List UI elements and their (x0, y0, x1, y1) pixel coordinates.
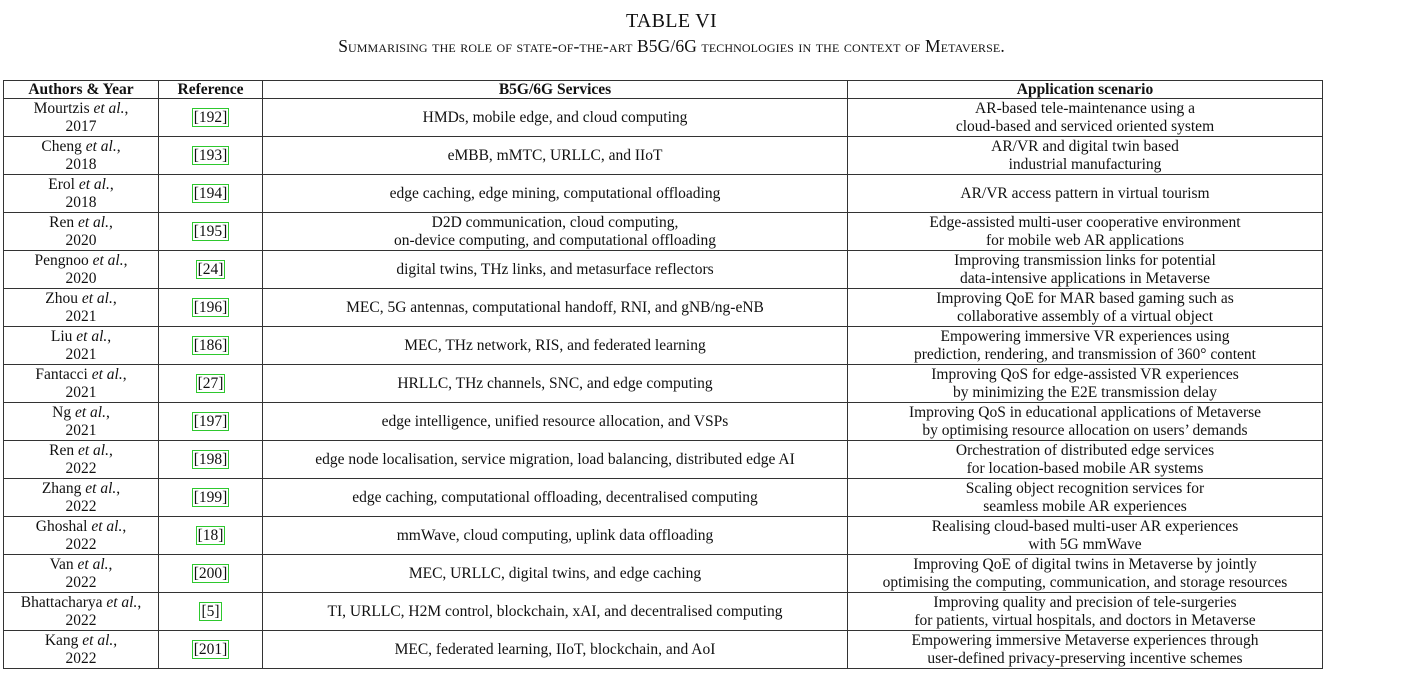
table-row (4, 137, 1323, 175)
services-cell (263, 403, 848, 441)
author-line: Mourtzis et al., (33, 99, 129, 117)
year: 2020 (65, 231, 97, 249)
scenario-line: cloud-based and serviced oriented system (955, 117, 1215, 135)
services-cell (263, 251, 848, 289)
et-al: et al. (77, 213, 109, 231)
year: 2021 (65, 307, 97, 325)
et-al: et al. (91, 365, 123, 383)
reference-cell (159, 555, 263, 593)
scenario-line: Empowering immersive VR experiences using (940, 327, 1230, 345)
table-row (4, 517, 1323, 555)
reference-cell (159, 251, 263, 289)
reference-cell (159, 213, 263, 251)
author-name: Zhang (41, 479, 82, 497)
author-year-cell (4, 251, 159, 289)
citation-link[interactable]: [186] (193, 337, 228, 354)
table-header-row (4, 81, 1323, 99)
reference-cell (159, 631, 263, 669)
author-year-cell (4, 555, 159, 593)
services-line: digital twins, THz links, and metasurface reflectors (396, 260, 714, 278)
year: 2020 (65, 269, 97, 287)
scenario-line: Improving QoS for edge-assisted VR experiences (931, 365, 1239, 383)
table-row (4, 479, 1323, 517)
services-cell (263, 593, 848, 631)
et-al: et al. (78, 175, 110, 193)
scenario-line: by optimising resource allocation on users’ demands (922, 421, 1248, 439)
scenario-line: Improving QoE for MAR based gaming such as (936, 289, 1234, 307)
citation-link[interactable]: [197] (193, 413, 228, 430)
author-year-cell (4, 175, 159, 213)
citation-link[interactable]: [18] (197, 527, 224, 544)
scenario-line: Edge-assisted multi-user cooperative environment (929, 213, 1241, 231)
author-name: Erol (48, 175, 75, 193)
services-line: on-device computing, and computational offloading (393, 231, 717, 249)
citation-link[interactable]: [200] (193, 565, 228, 582)
reference-cell (159, 441, 263, 479)
services-line: TI, URLLC, H2M control, blockchain, xAI, and decentralised computing (327, 602, 783, 620)
year: 2021 (65, 383, 97, 401)
author-year-cell (4, 517, 159, 555)
author-line: Pengnoo et al., (34, 251, 128, 269)
author-line: Ren et al., (49, 213, 113, 231)
scenario-line: Improving QoE of digital twins in Metaverse by jointly (913, 555, 1257, 573)
scenario-line: for location-based mobile AR systems (966, 459, 1204, 477)
author-name: Van (49, 555, 74, 573)
table-body (4, 99, 1323, 669)
table-row (4, 403, 1323, 441)
table-row (4, 99, 1323, 137)
scenario-cell (848, 251, 1323, 289)
author-name: Pengnoo (34, 251, 89, 269)
citation-link[interactable]: [192] (193, 109, 228, 126)
services-cell (263, 517, 848, 555)
scenario-line: AR-based tele-maintenance using a (975, 99, 1195, 117)
scenario-cell (848, 403, 1323, 441)
services-line: MEC, 5G antennas, computational handoff, RNI, and gNB/ng-eNB (346, 298, 764, 316)
scenario-cell (848, 631, 1323, 669)
author-name: Cheng (41, 137, 82, 155)
table-row (4, 175, 1323, 213)
scenario-line: Realising cloud-based multi-user AR experiences (931, 517, 1239, 535)
services-line: HMDs, mobile edge, and cloud computing (422, 108, 688, 126)
services-line: eMBB, mMTC, URLLC, and IIoT (447, 146, 663, 164)
author-year-cell (4, 365, 159, 403)
author-year-cell (4, 441, 159, 479)
scenario-line: for patients, virtual hospitals, and doctors in Metaverse (914, 611, 1256, 629)
scenario-line: Improving QoS in educational applications of Metaverse (908, 403, 1262, 421)
table-row (4, 251, 1323, 289)
reference-cell (159, 327, 263, 365)
scenario-cell (848, 479, 1323, 517)
scenario-line: Orchestration of distributed edge services (955, 441, 1215, 459)
scenario-line: prediction, rendering, and transmission of 360° content (914, 345, 1256, 363)
author-line: Zhang et al., (41, 479, 121, 497)
scenario-cell (848, 175, 1323, 213)
scenario-cell (848, 517, 1323, 555)
author-name: Mourtzis (33, 99, 90, 117)
services-cell (263, 365, 848, 403)
scenario-line: AR/VR and digital twin based (991, 137, 1179, 155)
services-line: edge intelligence, unified resource allocation, and VSPs (381, 412, 729, 430)
author-year-cell (4, 479, 159, 517)
citation-link[interactable]: [24] (197, 261, 224, 278)
citation-link[interactable]: [195] (193, 223, 228, 240)
year: 2022 (65, 497, 97, 515)
services-cell (263, 289, 848, 327)
year: 2021 (65, 421, 97, 439)
table-row (4, 213, 1323, 251)
reference-cell (159, 593, 263, 631)
scenario-line: for mobile web AR applications (985, 231, 1185, 249)
author-year-cell (4, 631, 159, 669)
author-name: Fantacci (35, 365, 88, 383)
author-year-cell (4, 289, 159, 327)
reference-cell (159, 289, 263, 327)
services-line: MEC, THz network, RIS, and federated learning (404, 336, 706, 354)
et-al: et al. (76, 327, 108, 345)
services-cell (263, 555, 848, 593)
services-line: edge node localisation, service migration, load balancing, distributed edge AI (315, 450, 795, 468)
author-name: Ren (49, 441, 75, 459)
reference-cell (159, 479, 263, 517)
scenario-cell (848, 137, 1323, 175)
author-line: Kang et al., (44, 631, 118, 649)
author-line: Liu et al., (50, 327, 112, 345)
year: 2022 (65, 573, 97, 591)
year: 2022 (65, 459, 97, 477)
services-cell (263, 175, 848, 213)
author-name: Ng (52, 403, 72, 421)
table-caption: Summarising the role of state-of-the-art B5G/6G technologies in the context of Metaverse. (338, 36, 1005, 56)
reference-cell (159, 137, 263, 175)
et-al: et al. (92, 251, 124, 269)
header-services: B5G/6G Services (263, 81, 848, 99)
services-cell (263, 137, 848, 175)
citation-link[interactable]: [196] (193, 299, 228, 316)
reference-cell (159, 175, 263, 213)
scenario-line: AR/VR access pattern in virtual tourism (960, 184, 1210, 202)
services-cell (263, 327, 848, 365)
table-row (4, 441, 1323, 479)
reference-cell (159, 99, 263, 137)
table-number: TABLE VI (626, 10, 717, 32)
services-cell (263, 441, 848, 479)
author-line: Cheng et al., (41, 137, 121, 155)
header-authors-year: Authors & Year (4, 81, 159, 99)
scenario-line: data-intensive applications in Metaverse (959, 269, 1211, 287)
table-row (4, 631, 1323, 669)
year: 2018 (65, 155, 97, 173)
et-al: et al. (74, 403, 106, 421)
services-cell (263, 479, 848, 517)
reference-cell (159, 517, 263, 555)
author-line: Ng et al., (52, 403, 110, 421)
scenario-cell (848, 327, 1323, 365)
year: 2017 (65, 117, 97, 135)
scenario-line: user-defined privacy-preserving incentive schemes (927, 649, 1243, 667)
scenario-cell (848, 99, 1323, 137)
citation-link[interactable]: [193] (193, 147, 228, 164)
et-al: et al. (85, 479, 117, 497)
et-al: et al. (93, 99, 125, 117)
services-line: D2D communication, cloud computing, (431, 213, 679, 231)
citation-link[interactable]: [198] (193, 451, 228, 468)
header-reference: Reference (159, 81, 263, 99)
scenario-cell (848, 441, 1323, 479)
author-line: Van et al., (49, 555, 113, 573)
scenario-line: collaborative assembly of a virtual object (956, 307, 1214, 325)
services-cell (263, 631, 848, 669)
scenario-line: by minimizing the E2E transmission delay (953, 383, 1217, 401)
services-line: edge caching, computational offloading, decentralised computing (352, 488, 758, 506)
table-row (4, 593, 1323, 631)
citation-link[interactable]: [199] (193, 489, 228, 506)
author-name: Bhattacharya (20, 593, 103, 611)
et-al: et al. (77, 441, 109, 459)
services-line: HRLLC, THz channels, SNC, and edge computing (397, 374, 713, 392)
author-name: Ghoshal (35, 517, 88, 535)
year: 2018 (65, 193, 97, 211)
table-row (4, 365, 1323, 403)
author-year-cell (4, 213, 159, 251)
et-al: et al. (91, 517, 123, 535)
year: 2021 (65, 345, 97, 363)
et-al: et al. (82, 631, 114, 649)
scenario-cell (848, 593, 1323, 631)
author-name: Kang (44, 631, 79, 649)
scenario-line: with 5G mmWave (1028, 535, 1142, 553)
scenario-cell (848, 213, 1323, 251)
et-al: et al. (85, 137, 117, 155)
scenario-line: Scaling object recognition services for (965, 479, 1205, 497)
year: 2022 (65, 611, 97, 629)
author-line: Ren et al., (49, 441, 113, 459)
b5g-6g-table (3, 80, 1323, 669)
services-cell (263, 213, 848, 251)
year: 2022 (65, 535, 97, 553)
scenario-cell (848, 365, 1323, 403)
et-al: et al. (106, 593, 138, 611)
citation-link[interactable]: [5] (201, 603, 220, 620)
reference-cell (159, 365, 263, 403)
scenario-line: Improving quality and precision of tele-surgeries (933, 593, 1237, 611)
scenario-line: industrial manufacturing (1008, 155, 1162, 173)
services-line: mmWave, cloud computing, uplink data offloading (396, 526, 714, 544)
author-name: Zhou (45, 289, 78, 307)
year: 2022 (65, 649, 97, 667)
author-year-cell (4, 137, 159, 175)
scenario-line: seamless mobile AR experiences (983, 497, 1187, 515)
et-al: et al. (81, 289, 113, 307)
header-application-scenario: Application scenario (848, 81, 1323, 99)
author-name: Liu (50, 327, 73, 345)
table-row (4, 555, 1323, 593)
citation-link[interactable]: [27] (197, 375, 224, 392)
services-line: edge caching, edge mining, computational offloading (389, 184, 721, 202)
scenario-line: optimising the computing, communication, and storage resources (882, 573, 1288, 591)
scenario-line: Improving transmission links for potential (954, 251, 1216, 269)
author-year-cell (4, 593, 159, 631)
author-line: Ghoshal et al., (35, 517, 127, 535)
author-name: Ren (49, 213, 75, 231)
citation-link[interactable]: [201] (193, 641, 228, 658)
scenario-cell (848, 555, 1323, 593)
table-row (4, 289, 1323, 327)
author-line: Fantacci et al., (35, 365, 127, 383)
author-line: Bhattacharya et al., (20, 593, 142, 611)
reference-cell (159, 403, 263, 441)
table-row (4, 327, 1323, 365)
author-year-cell (4, 99, 159, 137)
et-al: et al. (77, 555, 109, 573)
services-cell (263, 99, 848, 137)
scenario-line: Empowering immersive Metaverse experiences through (911, 631, 1259, 649)
author-year-cell (4, 327, 159, 365)
author-year-cell (4, 403, 159, 441)
author-line: Zhou et al., (45, 289, 117, 307)
scenario-cell (848, 289, 1323, 327)
author-line: Erol et al., (48, 175, 114, 193)
citation-link[interactable]: [194] (193, 185, 228, 202)
services-line: MEC, URLLC, digital twins, and edge caching (408, 564, 702, 582)
services-line: MEC, federated learning, IIoT, blockchain, and AoI (394, 640, 716, 658)
